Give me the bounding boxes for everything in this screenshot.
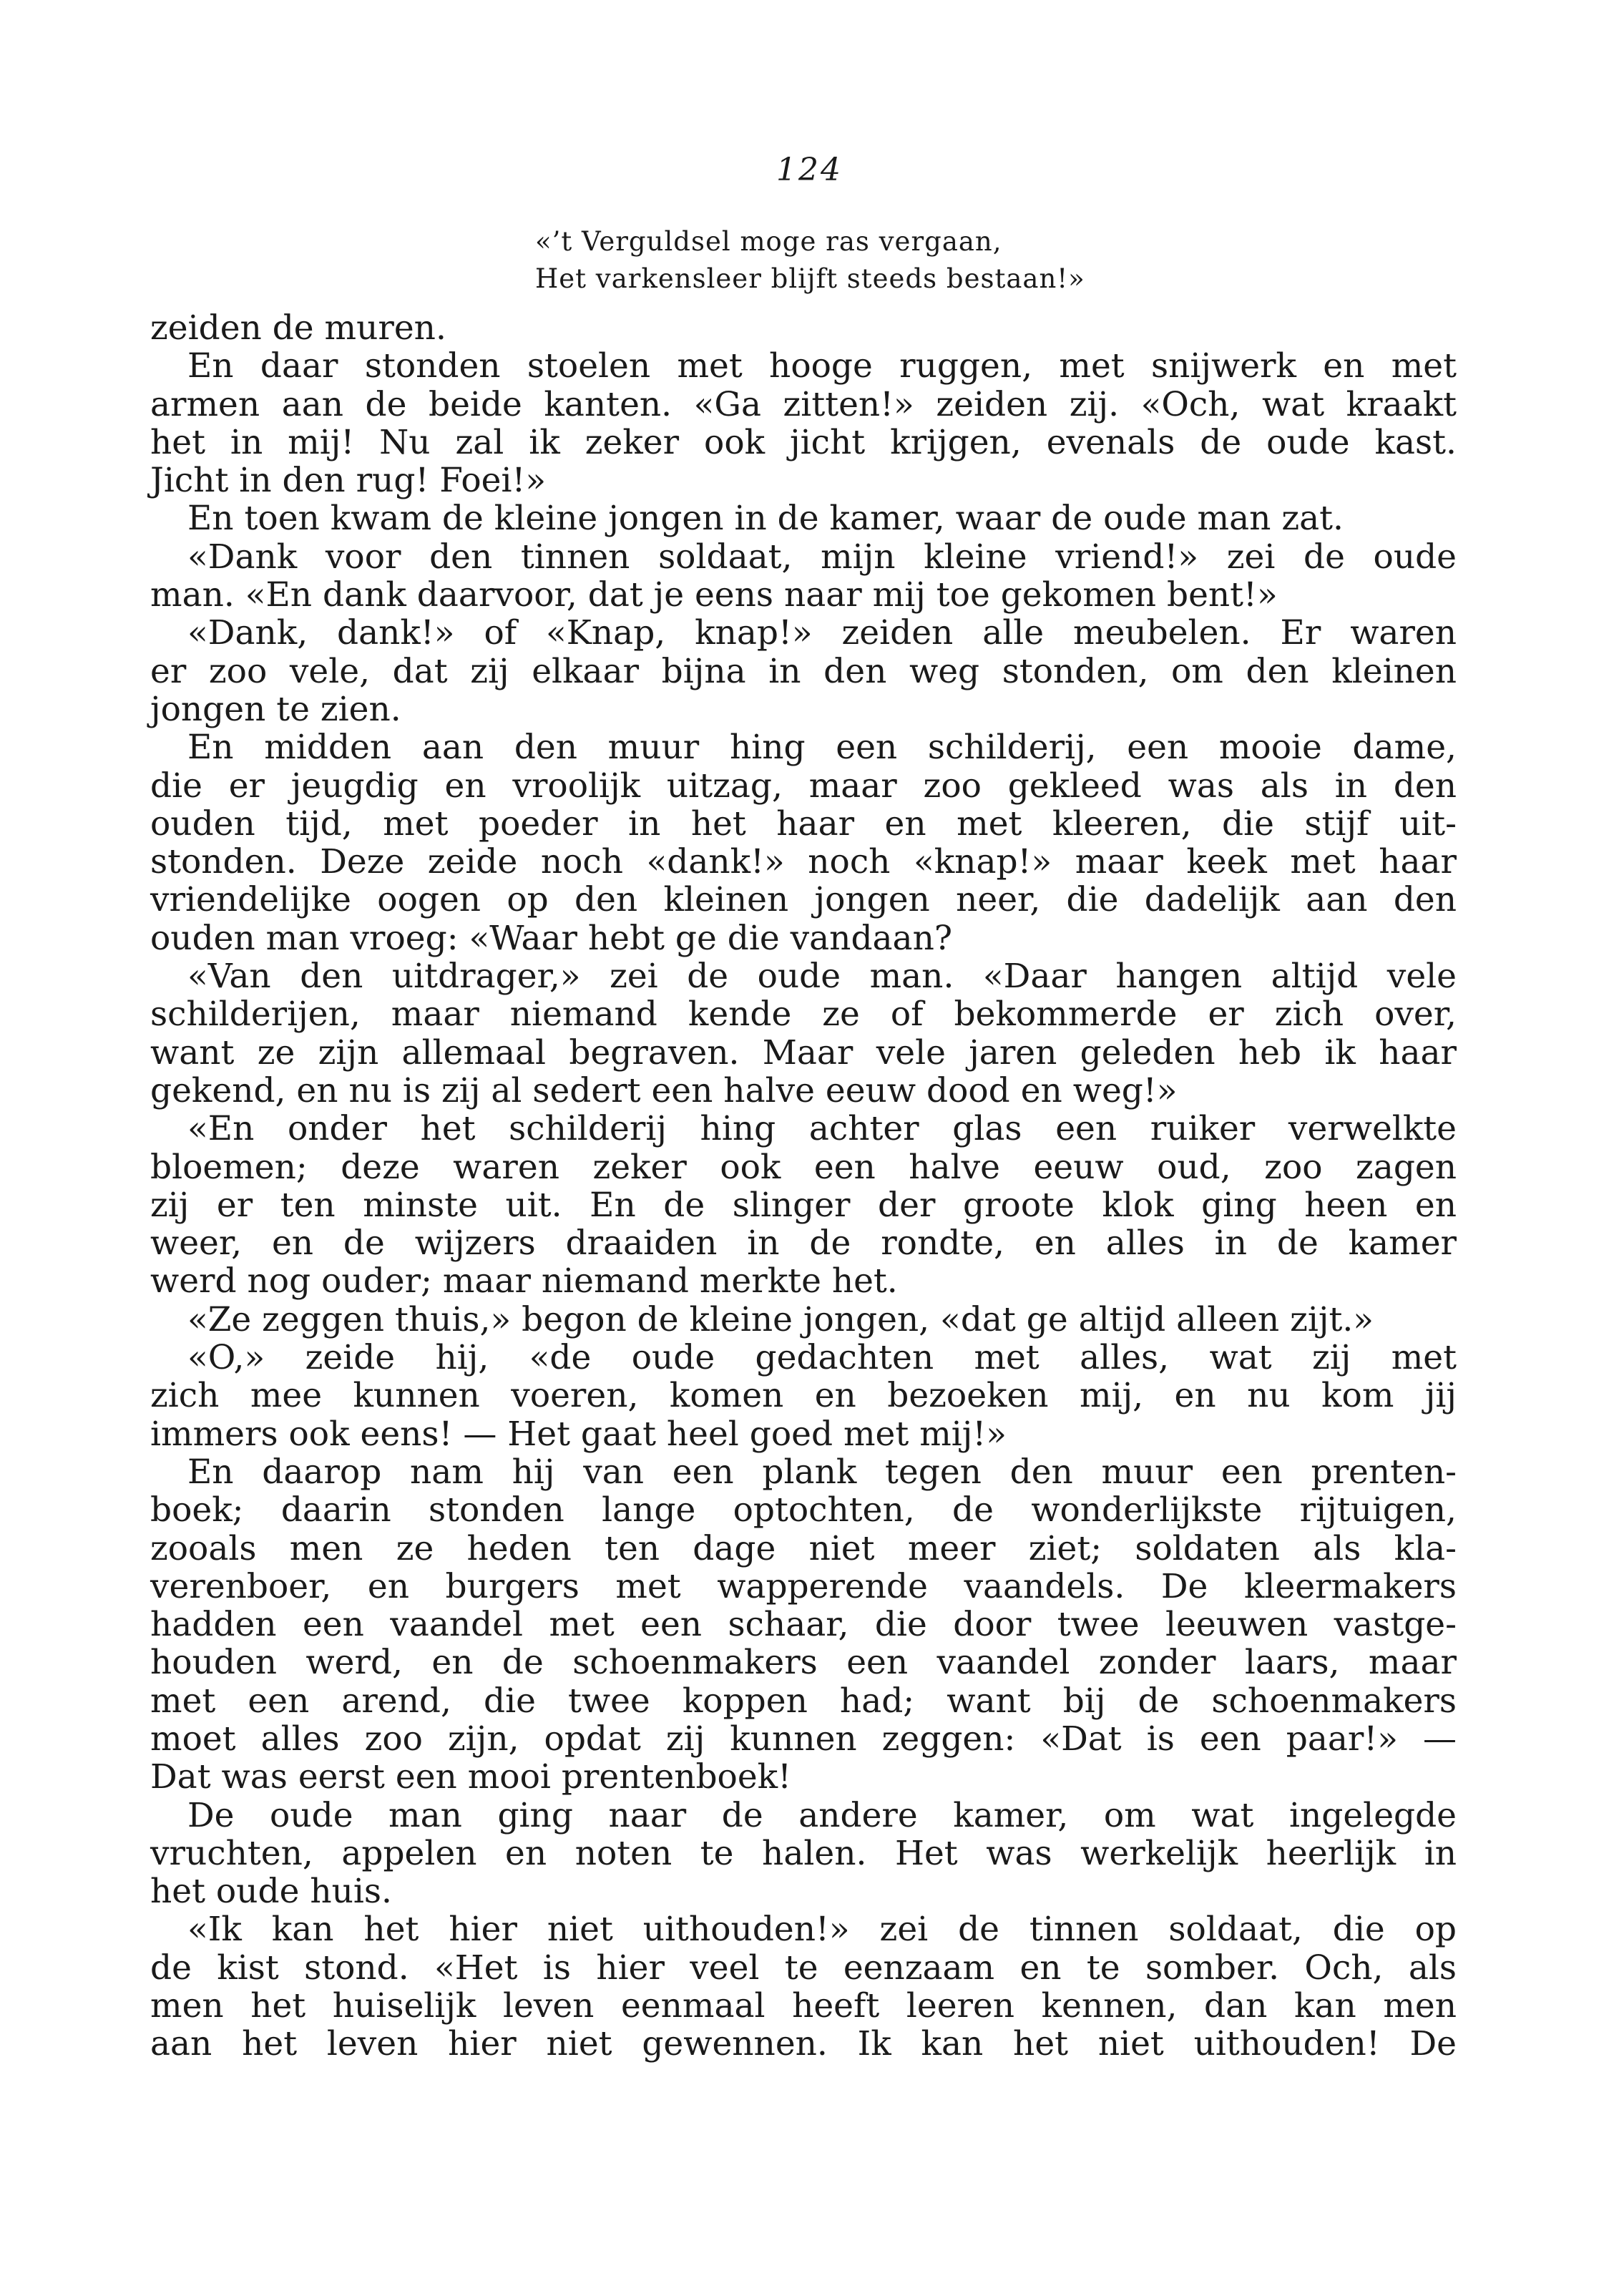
text-line: zooals men ze heden ten dage niet meer ziet; soldaten als kla- <box>150 1528 1457 1568</box>
text-line: verenboer, en burgers met wapperende vaandels. De kleermakers <box>150 1566 1457 1606</box>
text-line: want ze zijn allemaal begraven. Maar vele jaren geleden heb ik haar <box>150 1032 1457 1073</box>
text-line: ouden man vroeg: «Waar hebt ge die vandaan? <box>150 918 953 958</box>
text-line: zeiden de muren. <box>150 308 446 348</box>
text-line: ouden tijd, met poeder in het haar en met kleeren, die stijf uit- <box>150 803 1457 844</box>
text-line: die er jeugdig en vroolijk uitzag, maar zoo gekleed was als in den <box>150 766 1457 806</box>
text-line: «Ze zeggen thuis,» begon de kleine jongen, «dat ge altijd alleen zijt.» <box>187 1299 1374 1339</box>
text-line: «Dank voor den tinnen soldaat, mijn kleine vriend!» zei de oude <box>187 537 1457 577</box>
text-line: stonden. Deze zeide noch «dank!» noch «knap!» maar keek met haar <box>150 842 1457 882</box>
verse-block <box>535 223 1251 298</box>
text-line: schilderijen, maar niemand kende ze of bekommerde er zich over, <box>150 995 1457 1035</box>
text-line: gekend, en nu is zij al sedert een halve eeuw dood en weg!» <box>150 1070 1178 1110</box>
text-line: het in mij! Nu zal ik zeker ook jicht krijgen, evenals de oude kast. <box>150 422 1457 462</box>
text-line: En daarop nam hij van een plank tegen den muur een prenten- <box>187 1452 1457 1492</box>
text-line: werd nog ouder; maar niemand merkte het. <box>150 1261 898 1301</box>
text-line: boek; daarin stonden lange optochten, de wonderlijkste rijtuigen, <box>150 1490 1457 1530</box>
text-line: men het huiselijk leven eenmaal heeft leeren kennen, dan kan men <box>150 1986 1457 2026</box>
text-line: er zoo vele, dat zij elkaar bijna in den weg stonden, om den kleinen <box>150 651 1457 691</box>
text-line: «O,» zeide hij, «de oude gedachten met alles, wat zij met <box>187 1338 1457 1378</box>
verse-line: «’t Verguldsel moge ras vergaan, <box>535 226 1002 257</box>
text-line: «Van den uitdrager,» zei de oude man. «Daar hangen altijd vele <box>187 957 1457 997</box>
text-line: man. «En dank daarvoor, dat je eens naar mij toe gekomen bent!» <box>150 575 1278 615</box>
text-line: bloemen; deze waren zeker ook een halve eeuw oud, zoo zagen <box>150 1147 1457 1187</box>
text-line: «Dank, dank!» of «Knap, knap!» zeiden alle meubelen. Er waren <box>187 613 1457 653</box>
text-line: Jicht in den rug! Foei!» <box>150 461 547 501</box>
text-line: weer, en de wijzers draaiden in de rondte, en alles in de kamer <box>150 1223 1457 1264</box>
text-line: vriendelijke oogen op den kleinen jongen neer, die dadelijk aan den <box>150 880 1457 920</box>
text-line: de kist stond. «Het is hier veel te eenzaam en te somber. Och, als <box>150 1948 1457 1988</box>
text-line: «En onder het schilderij hing achter glas een ruiker verwelkte <box>187 1109 1457 1149</box>
text-line: zij er ten minste uit. En de slinger der groote klok ging heen en <box>150 1185 1457 1225</box>
text-line: En toen kwam de kleine jongen in de kamer, waar de oude man zat. <box>187 499 1344 539</box>
text-line: En daar stonden stoelen met hooge ruggen, met snijwerk en met <box>187 346 1457 386</box>
text-line: hadden een vaandel met een schaar, die door twee leeuwen vastge- <box>150 1605 1457 1645</box>
text-line: het oude huis. <box>150 1872 392 1912</box>
text-line: immers ook eens! — Het gaat heel goed met mij!» <box>150 1414 1007 1454</box>
text-line: armen aan de beide kanten. «Ga zitten!» zeiden zij. «Och, wat kraakt <box>150 384 1457 424</box>
page-number: 124 <box>776 152 843 188</box>
text-line: houden werd, en de schoenmakers een vaandel zonder laars, maar <box>150 1643 1457 1683</box>
text-line: De oude man ging naar de andere kamer, om wat ingelegde <box>187 1795 1457 1835</box>
text-line: zich mee kunnen voeren, komen en bezoeken mij, en nu kom jij <box>150 1376 1457 1416</box>
verse-line: Het varkensleer blijft steeds bestaan!» <box>535 263 1085 294</box>
text-line: jongen te zien. <box>150 689 401 729</box>
text-line: met een arend, die twee koppen had; want bij de schoenmakers <box>150 1681 1457 1721</box>
text-line: En midden aan den muur hing een schilderij, een mooie dame, <box>187 728 1457 768</box>
text-line: «Ik kan het hier niet uithouden!» zei de tinnen soldaat, die op <box>187 1910 1457 1950</box>
text-line: moet alles zoo zijn, opdat zij kunnen zeggen: «Dat is een paar!» — <box>150 1719 1457 1759</box>
text-line: Dat was eerst een mooi prentenboek! <box>150 1757 792 1797</box>
body-text <box>150 309 1457 2063</box>
text-line: vruchten, appelen en noten te halen. Het was werkelijk heerlijk in <box>150 1833 1457 1873</box>
text-line: aan het leven hier niet gewennen. Ik kan het niet uithouden! De <box>150 2024 1457 2064</box>
